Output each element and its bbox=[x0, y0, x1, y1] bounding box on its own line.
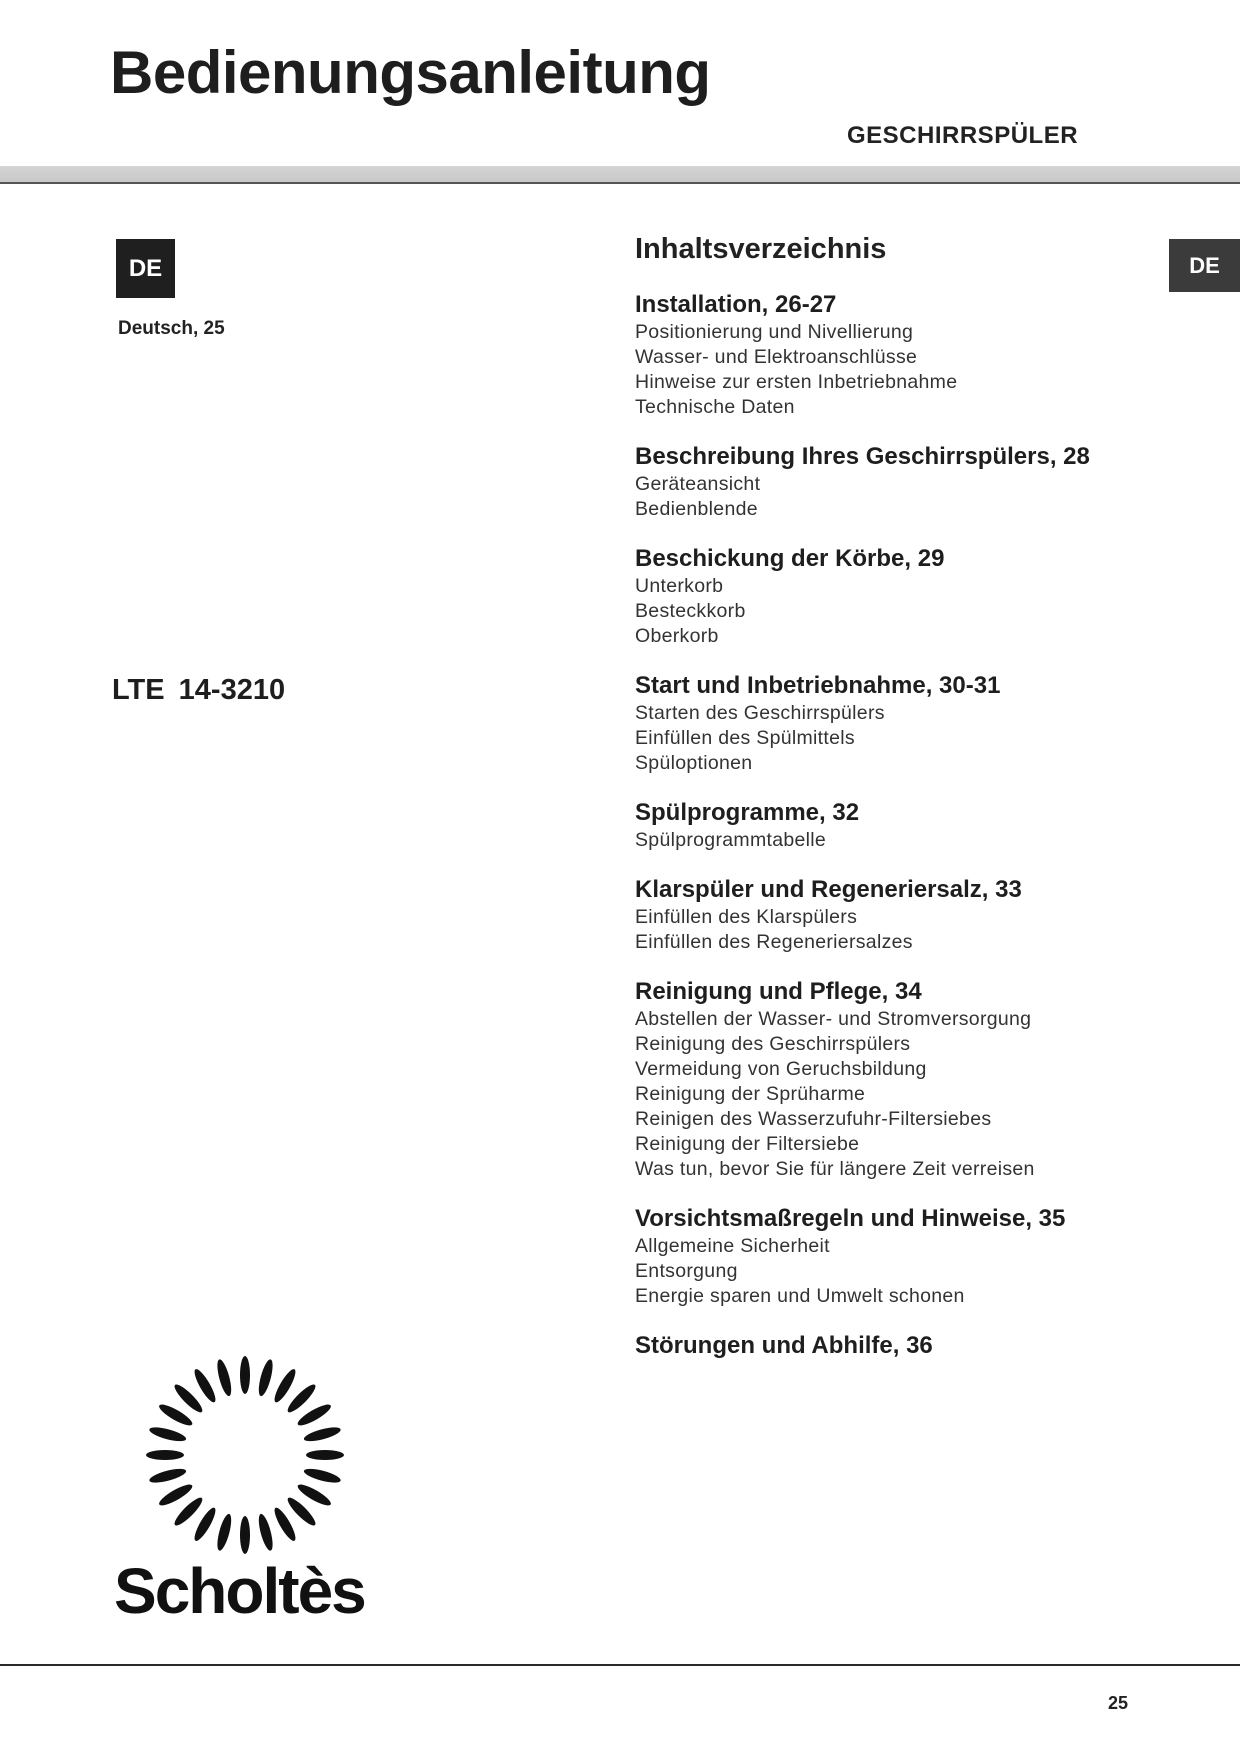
language-page-reference: Deutsch, 25 bbox=[118, 318, 225, 339]
toc-subsection-item: Hinweise zur ersten Inbetriebnahme bbox=[635, 371, 958, 393]
footer-rule bbox=[0, 1664, 1240, 1666]
sun-burst-icon bbox=[110, 1345, 380, 1625]
toc-section-title: Beschreibung Ihres Geschirrspülers, 28 bbox=[635, 443, 1090, 470]
toc-section-title: Start und Inbetriebnahme, 30-31 bbox=[635, 672, 1001, 699]
toc-subsection-item: Technische Daten bbox=[635, 396, 795, 418]
toc-subsection-item: Reinigen des Wasserzufuhr-Filtersiebes bbox=[635, 1108, 992, 1130]
logo-ray bbox=[303, 1466, 342, 1485]
toc-section bbox=[635, 544, 1175, 649]
toc-section bbox=[635, 977, 1175, 1182]
toc-subsection-item: Wasser- und Elektroanschlüsse bbox=[635, 346, 918, 368]
toc-section bbox=[635, 1331, 1175, 1361]
toc-subsection-item: Geräteansicht bbox=[635, 473, 761, 495]
logo-ray bbox=[215, 1513, 234, 1552]
logo-ray bbox=[256, 1358, 275, 1397]
toc-section bbox=[635, 290, 1175, 420]
toc-section bbox=[635, 1204, 1175, 1309]
brand-wordmark: Scholtès bbox=[114, 1555, 365, 1625]
toc-section bbox=[635, 798, 1175, 853]
toc-subsection-item: Oberkorb bbox=[635, 625, 719, 647]
toc-subsection-item: Was tun, bevor Sie für längere Zeit verreisen bbox=[635, 1158, 1035, 1180]
toc-section bbox=[635, 442, 1175, 522]
logo-ray bbox=[306, 1450, 344, 1460]
logo-ray bbox=[148, 1466, 187, 1485]
toc-subsection-item: Energie sparen und Umwelt schonen bbox=[635, 1285, 965, 1307]
logo-ray bbox=[215, 1358, 234, 1397]
toc-subsection-item: Spüloptionen bbox=[635, 752, 753, 774]
logo-ray bbox=[256, 1513, 275, 1552]
model-number: LTE 14-3210 bbox=[112, 674, 286, 706]
toc-subsection-item: Reinigung der Sprüharme bbox=[635, 1083, 866, 1105]
toc-subsection-item: Positionierung und Nivellierung bbox=[635, 321, 914, 343]
toc-section-title: Vorsichtsmaßregeln und Hinweise, 35 bbox=[635, 1205, 1066, 1232]
brand-logo bbox=[110, 1345, 380, 1625]
toc-subsection-item: Spülprogrammtabelle bbox=[635, 829, 827, 851]
table-of-contents bbox=[635, 228, 1175, 1383]
toc-subsection-item: Vermeidung von Geruchsbildung bbox=[635, 1058, 927, 1080]
toc-subsection-item: Entsorgung bbox=[635, 1260, 738, 1282]
toc-section-title: Beschickung der Körbe, 29 bbox=[635, 545, 945, 572]
logo-ray bbox=[146, 1450, 184, 1460]
toc-subsection-item: Besteckkorb bbox=[635, 600, 746, 622]
toc-subsection-item: Einfüllen des Regeneriersalzes bbox=[635, 931, 913, 953]
toc-subsection-item: Starten des Geschirrspülers bbox=[635, 702, 885, 724]
product-category: GESCHIRRSPÜLER bbox=[847, 122, 1079, 149]
header-band bbox=[0, 166, 1240, 184]
language-side-tab: DE bbox=[1169, 239, 1240, 292]
toc-subsection-item: Abstellen der Wasser- und Stromversorgung bbox=[635, 1008, 1032, 1030]
logo-ray bbox=[148, 1425, 187, 1444]
toc-subsection-item: Unterkorb bbox=[635, 575, 724, 597]
toc-subsection-item: Reinigung der Filtersiebe bbox=[635, 1133, 860, 1155]
language-badge: DE bbox=[116, 239, 175, 298]
toc-subsection-item: Reinigung des Geschirrspülers bbox=[635, 1033, 911, 1055]
toc-section bbox=[635, 875, 1175, 955]
page-number: 25 bbox=[1108, 1693, 1129, 1713]
toc-subsection-item: Einfüllen des Klarspülers bbox=[635, 906, 858, 928]
toc-section-list bbox=[635, 290, 1175, 1361]
toc-section-title: Installation, 26-27 bbox=[635, 291, 837, 318]
document-title: Bedienungsanleitung bbox=[110, 39, 711, 106]
toc-heading: Inhaltsverzeichnis bbox=[635, 233, 887, 265]
toc-section-title: Spülprogramme, 32 bbox=[635, 799, 860, 826]
logo-ray bbox=[240, 1516, 250, 1554]
toc-section-title: Störungen und Abhilfe, 36 bbox=[635, 1332, 933, 1359]
toc-subsection-item: Einfüllen des Spülmittels bbox=[635, 727, 855, 749]
toc-subsection-item: Bedienblende bbox=[635, 498, 758, 520]
toc-section-title: Klarspüler und Regeneriersalz, 33 bbox=[635, 876, 1022, 903]
toc-subsection-item: Allgemeine Sicherheit bbox=[635, 1235, 830, 1257]
toc-section bbox=[635, 671, 1175, 776]
logo-ray bbox=[303, 1425, 342, 1444]
toc-section-title: Reinigung und Pflege, 34 bbox=[635, 978, 922, 1005]
logo-ray bbox=[240, 1356, 250, 1394]
